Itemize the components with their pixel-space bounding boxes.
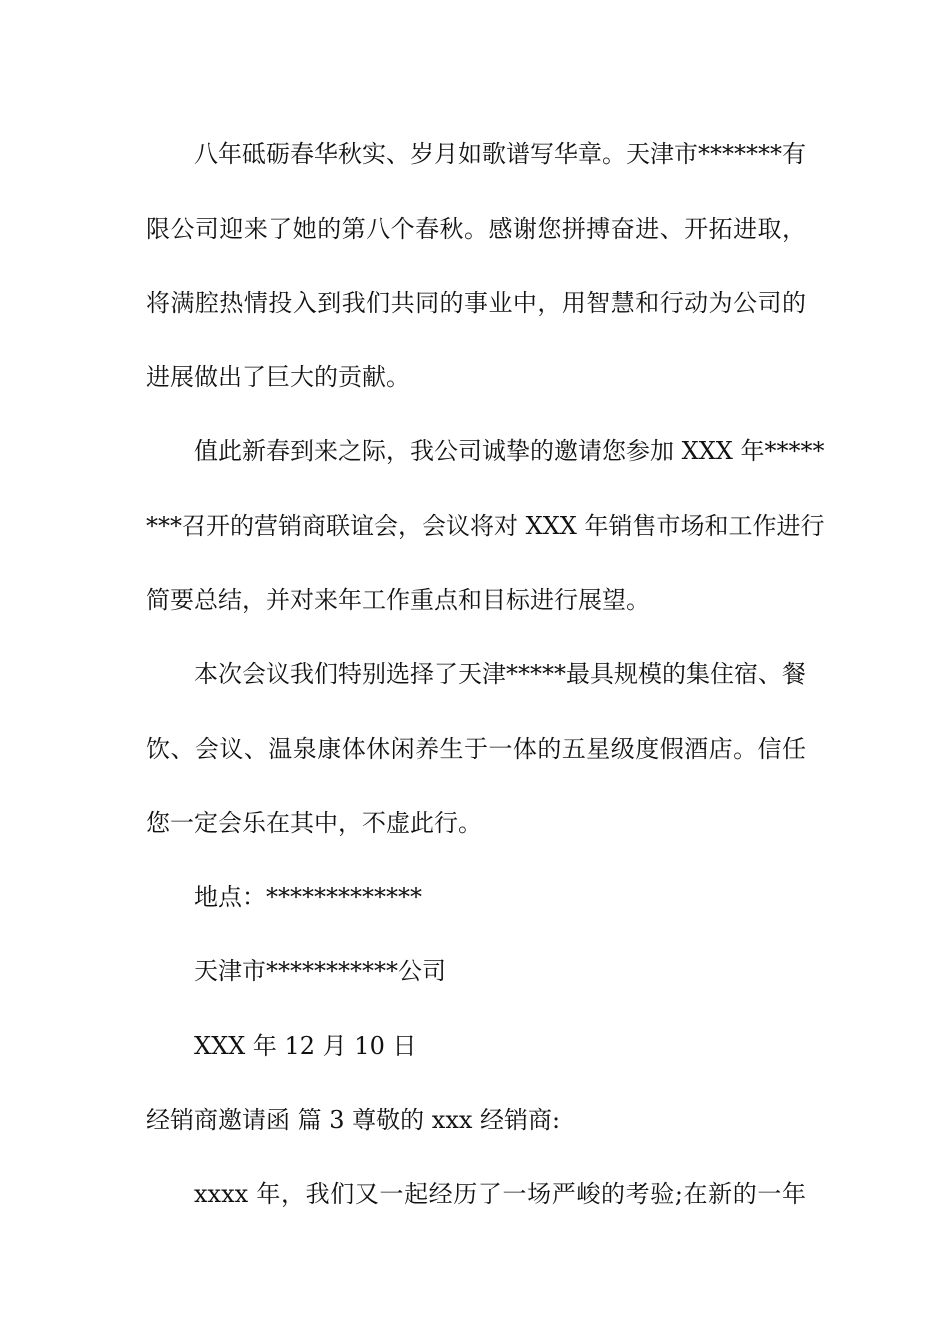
signature-date: XXX 年 12 月 10 日 [194,1032,417,1060]
text-line: ***召开的营销商联谊会，会议将对 XXX 年销售市场和工作进行 [146,512,825,540]
text-line: 简要总结，并对来年工作重点和目标进行展望。 [146,586,650,614]
text-line: 限公司迎来了她的第八个春秋。感谢您拼搏奋进、开拓进取， [146,215,806,243]
text-line: 将满腔热情投入到我们共同的事业中，用智慧和行动为公司的 [146,289,806,317]
section-heading: 经销商邀请函 篇 3 尊敬的 xxx 经销商: [146,1106,561,1134]
text-line: xxxx 年，我们又一起经历了一场严峻的考验;在新的一年 [194,1180,806,1208]
text-line: 进展做出了巨大的贡献。 [146,363,410,391]
location-line: 地点：************* [194,883,422,911]
text-line: 本次会议我们特别选择了天津*****最具规模的集住宿、餐 [194,660,806,688]
text-line: 您一定会乐在其中，不虚此行。 [146,809,482,837]
signature-company: 天津市***********公司 [194,957,446,985]
text-line: 值此新春到来之际，我公司诚挚的邀请您参加 XXX 年***** [194,437,825,465]
text-line: 饮、会议、温泉康体休闲养生于一体的五星级度假酒店。信任 [146,735,806,763]
text-line: 八年砥砺春华秋实、岁月如歌谱写华章。天津市*******有 [194,140,806,168]
